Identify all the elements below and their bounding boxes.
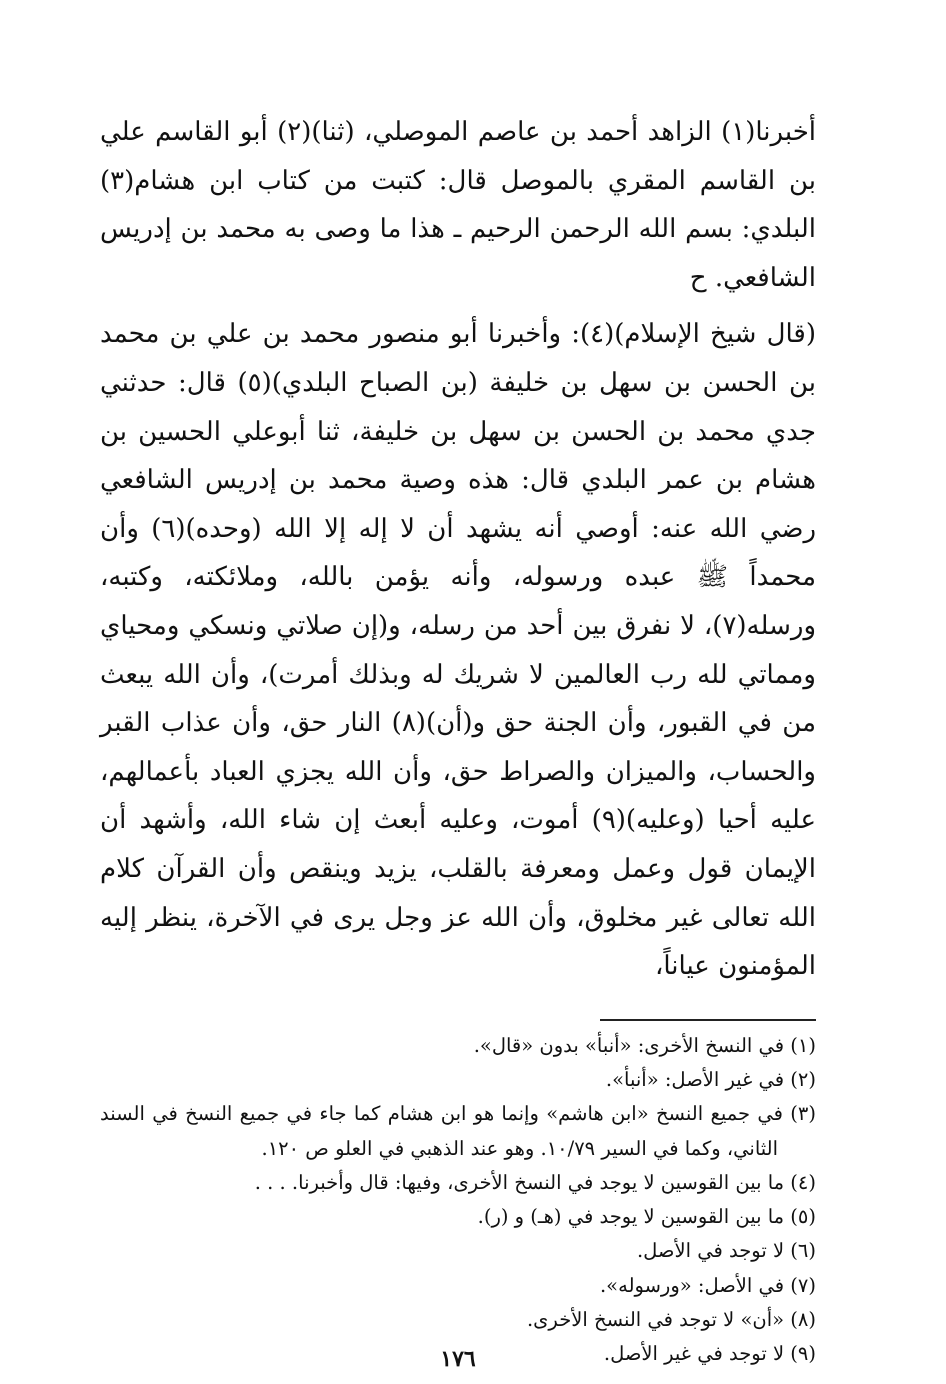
paragraph: (قال شيخ الإسلام)(٤): وأخبرنا أبو منصور محمد بن علي بن محمد بن الحسن بن سهل بن خليفة (بن الصباح البلدي)(٥) قال: حدثني جدي محمد بن الحسن بن سهل بن خليفة، ثنا أبوعلي الحسين بن هشام بن عمر البلدي قال: هذه وصية محمد بن إدريس الشافعي رضي الله عنه: أوصي أنه يشهد أن لا إله إلا الله (وحده)(٦) وأن محمداً ﷺ عبده ورسوله، وأنه يؤمن بالله، وملائكته، وكتبه، ورسله(٧)، لا نفرق بين أحد من رسله، و(إن صلاتي ونسكي ومحياي ومماتي لله رب العالمين لا شريك له وبذلك أمرت)، وأن الله يبعث من في القبور، وأن الجنة حق و(أن)(٨) النار حق، وأن عذاب القبر والحساب، والميزان والصراط حق، وأن الله يجزي العباد بأعمالهم، عليه أحيا (وعليه)(٩) أموت، وعليه أبعث إن شاء الله، وأشهد أن الإيمان قول وعمل ومعرفة بالقلب، يزيد وينقص وأن القرآن كلام الله تعالى غير مخلوق، وأن الله عز وجل يرى في الآخرة، ينظر إليه المؤمنون عياناً،: [100, 319, 816, 982]
footnote: (٨) «أن» لا توجد في النسخ الأخرى.: [526, 1308, 816, 1332]
paragraph: أخبرنا(١) الزاهد أحمد بن عاصم الموصلي، (ثنا)(٢) أبو القاسم علي بن القاسم المقري بالموصل قال: كتبت من كتاب ابن هشام(٣) البلدي: بسم الله الرحمن الرحيم ـ هذا ما وصى به محمد بن إدريس الشافعي. ح: [100, 117, 816, 293]
footnote: (٥) ما بين القوسين لا يوجد في (هـ) و (ر).: [477, 1205, 816, 1229]
footnote: (٦) لا توجد في الأصل.: [636, 1239, 816, 1263]
footnote: (٩) لا توجد في غير الأصل.: [603, 1342, 816, 1366]
document-page: [100, 108, 816, 1372]
footnote: (٢) في غير الأصل: «أنبأ».: [605, 1067, 816, 1091]
footnote: (٧) في الأصل: «ورسوله».: [599, 1273, 816, 1297]
footnote: (١) في النسخ الأخرى: «أنبأ» بدون «قال».: [473, 1033, 816, 1057]
footnote: (٤) ما بين القوسين لا يوجد في النسخ الأخرى، وفيها: قال وأخبرنا. . . .: [254, 1170, 816, 1194]
main-text: [100, 108, 816, 991]
footnote-separator: [600, 1019, 816, 1021]
footnote: (٣) في جميع النسخ «ابن هاشم» وإنما هو ابن هشام كما جاء في جميع النسخ في السند الثاني، وكما في السير ١٠/٧٩. وهو عند الذهبي في العلو ص ١٢٠.: [100, 1102, 816, 1160]
page-number: ١٧٦: [440, 1346, 476, 1372]
footnotes: [100, 1029, 816, 1372]
